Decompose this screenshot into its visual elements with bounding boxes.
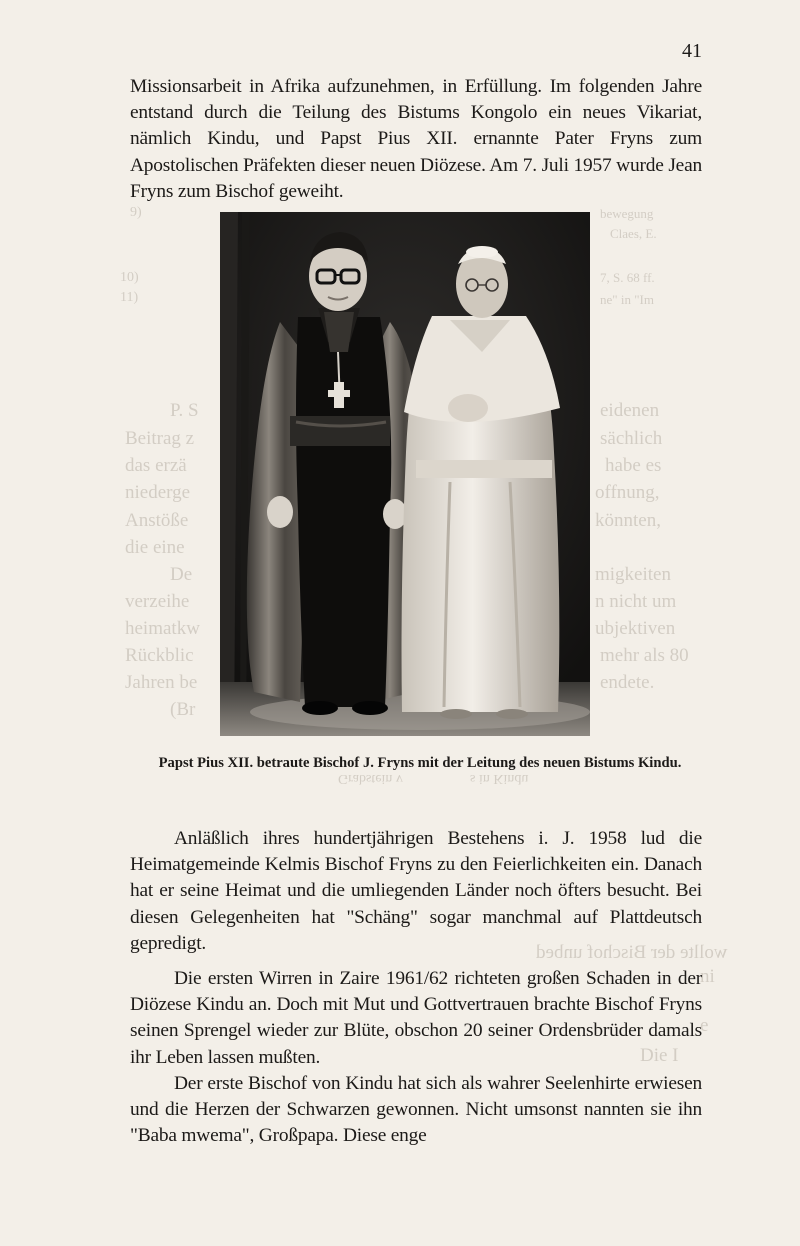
paragraph-baba-mwema: Der erste Bischof von Kindu hat sich als wahrer Seelenhirte erwiesen und die Herzen der Schwarzen gewonnen. Nicht umsonst nannten sie ihn "Baba mwema", Großpapa. Diese enge <box>130 1073 702 1147</box>
photo-pope-and-bishop <box>220 212 590 736</box>
book-page: 9) 10) 11) bewegung Claes, E. 7, S. 68 ff. ne" in "Im P. S eidenen Beitrag z sächlich das erzä habe es niederge offnung, Anstöße könnten, die eine De migkeiten verzeihe n nicht um heimatkw ubjektiven Rückblic mehr als 80 Jahren be endete. (Br Grabstein v s in Kindu wollte der Bischof unbed ni e Die I 41 Missionsarbeit in Afrika aufzunehmen, in Erfüllung. Im folgenden Jahre entstand durch die Teilung des Bistums Kongolo ein neues Vikariat, nämlich Kindu, und Papst Pius XII. ernannte Pater Fryns zum Apostolischen Präfekten dieser neuen Diözese. Am 7. Juli 1957 wurde Jean Fryns zum Bischof geweiht. Papst Pius XII. betraute Bischof J. Fryns mit der Leitung des neuen Bistums Kindu. Anläßlich ihres hundertjährigen Bestehens i. J. 1958 lud die Heimatgemeinde Kelmis Bischof Fryns zu den Feierlichkeiten ein. Danach hat er seine Heimat und die umliegenden Länder noch öfters besucht. Bei diesen Gelegenheiten hat "Schäng" sogar manchmal auf Plattdeutsch gepredigt. Die ersten Wirren in Zaire 1961/62 richteten großen Schaden in der Diözese Kindu an. Doch mit Mut und Gottvertrauen brachte Bischof Fryns seinen Sprengel wieder zur Blüte, obschon 20 seiner Ordensbrüder damals ihr Leben lassen mußten. Der erste Bischof von Kindu hat sich als wahrer Seelenhirte erwiesen und die Herzen der Schwarzen gewonnen. Nicht umsonst nannten sie ihn "Baba mwema", Großpapa. Diese enge <box>0 0 800 1246</box>
paragraph-mission-kindu: Missionsarbeit in Afrika aufzunehmen, in Erfüllung. Im folgenden Jahre entstand durch die Teilung des Bistums Kongolo ein neues Vikariat, nämlich Kindu, und Papst Pius XII. ernannte Pater Fryns zum Apostolischen Präfekten dieser neuen Diözese. Am 7. Juli 1957 wurde Jean Fryns zum Bischof geweiht. <box>130 76 702 202</box>
paragraph-centenary-kelmis: Anläßlich ihres hundertjährigen Bestehens i. J. 1958 lud die Heimatgemeinde Kelmis Bischof Fryns zu den Feierlichkeiten ein. Danach hat er seine Heimat und die umliegenden Länder noch öfters besucht. Bei diesen Gelegenheiten hat "Schäng" sogar manchmal auf Plattdeutsch gepredigt. <box>130 828 702 954</box>
page-number: 41 <box>682 40 702 62</box>
paragraph-zaire-unrest: Die ersten Wirren in Zaire 1961/62 richteten großen Schaden in der Diözese Kindu an. Doch mit Mut und Gottvertrauen brachte Bischof Fryns seinen Sprengel wieder zur Blüte, obschon 20 seiner Ordensbrüder damals ihr Leben lassen mußten. <box>130 968 702 1068</box>
photo-illustration <box>220 212 590 736</box>
figure-caption: Papst Pius XII. betraute Bischof J. Fryns mit der Leitung des neuen Bistums Kindu. <box>158 755 682 771</box>
